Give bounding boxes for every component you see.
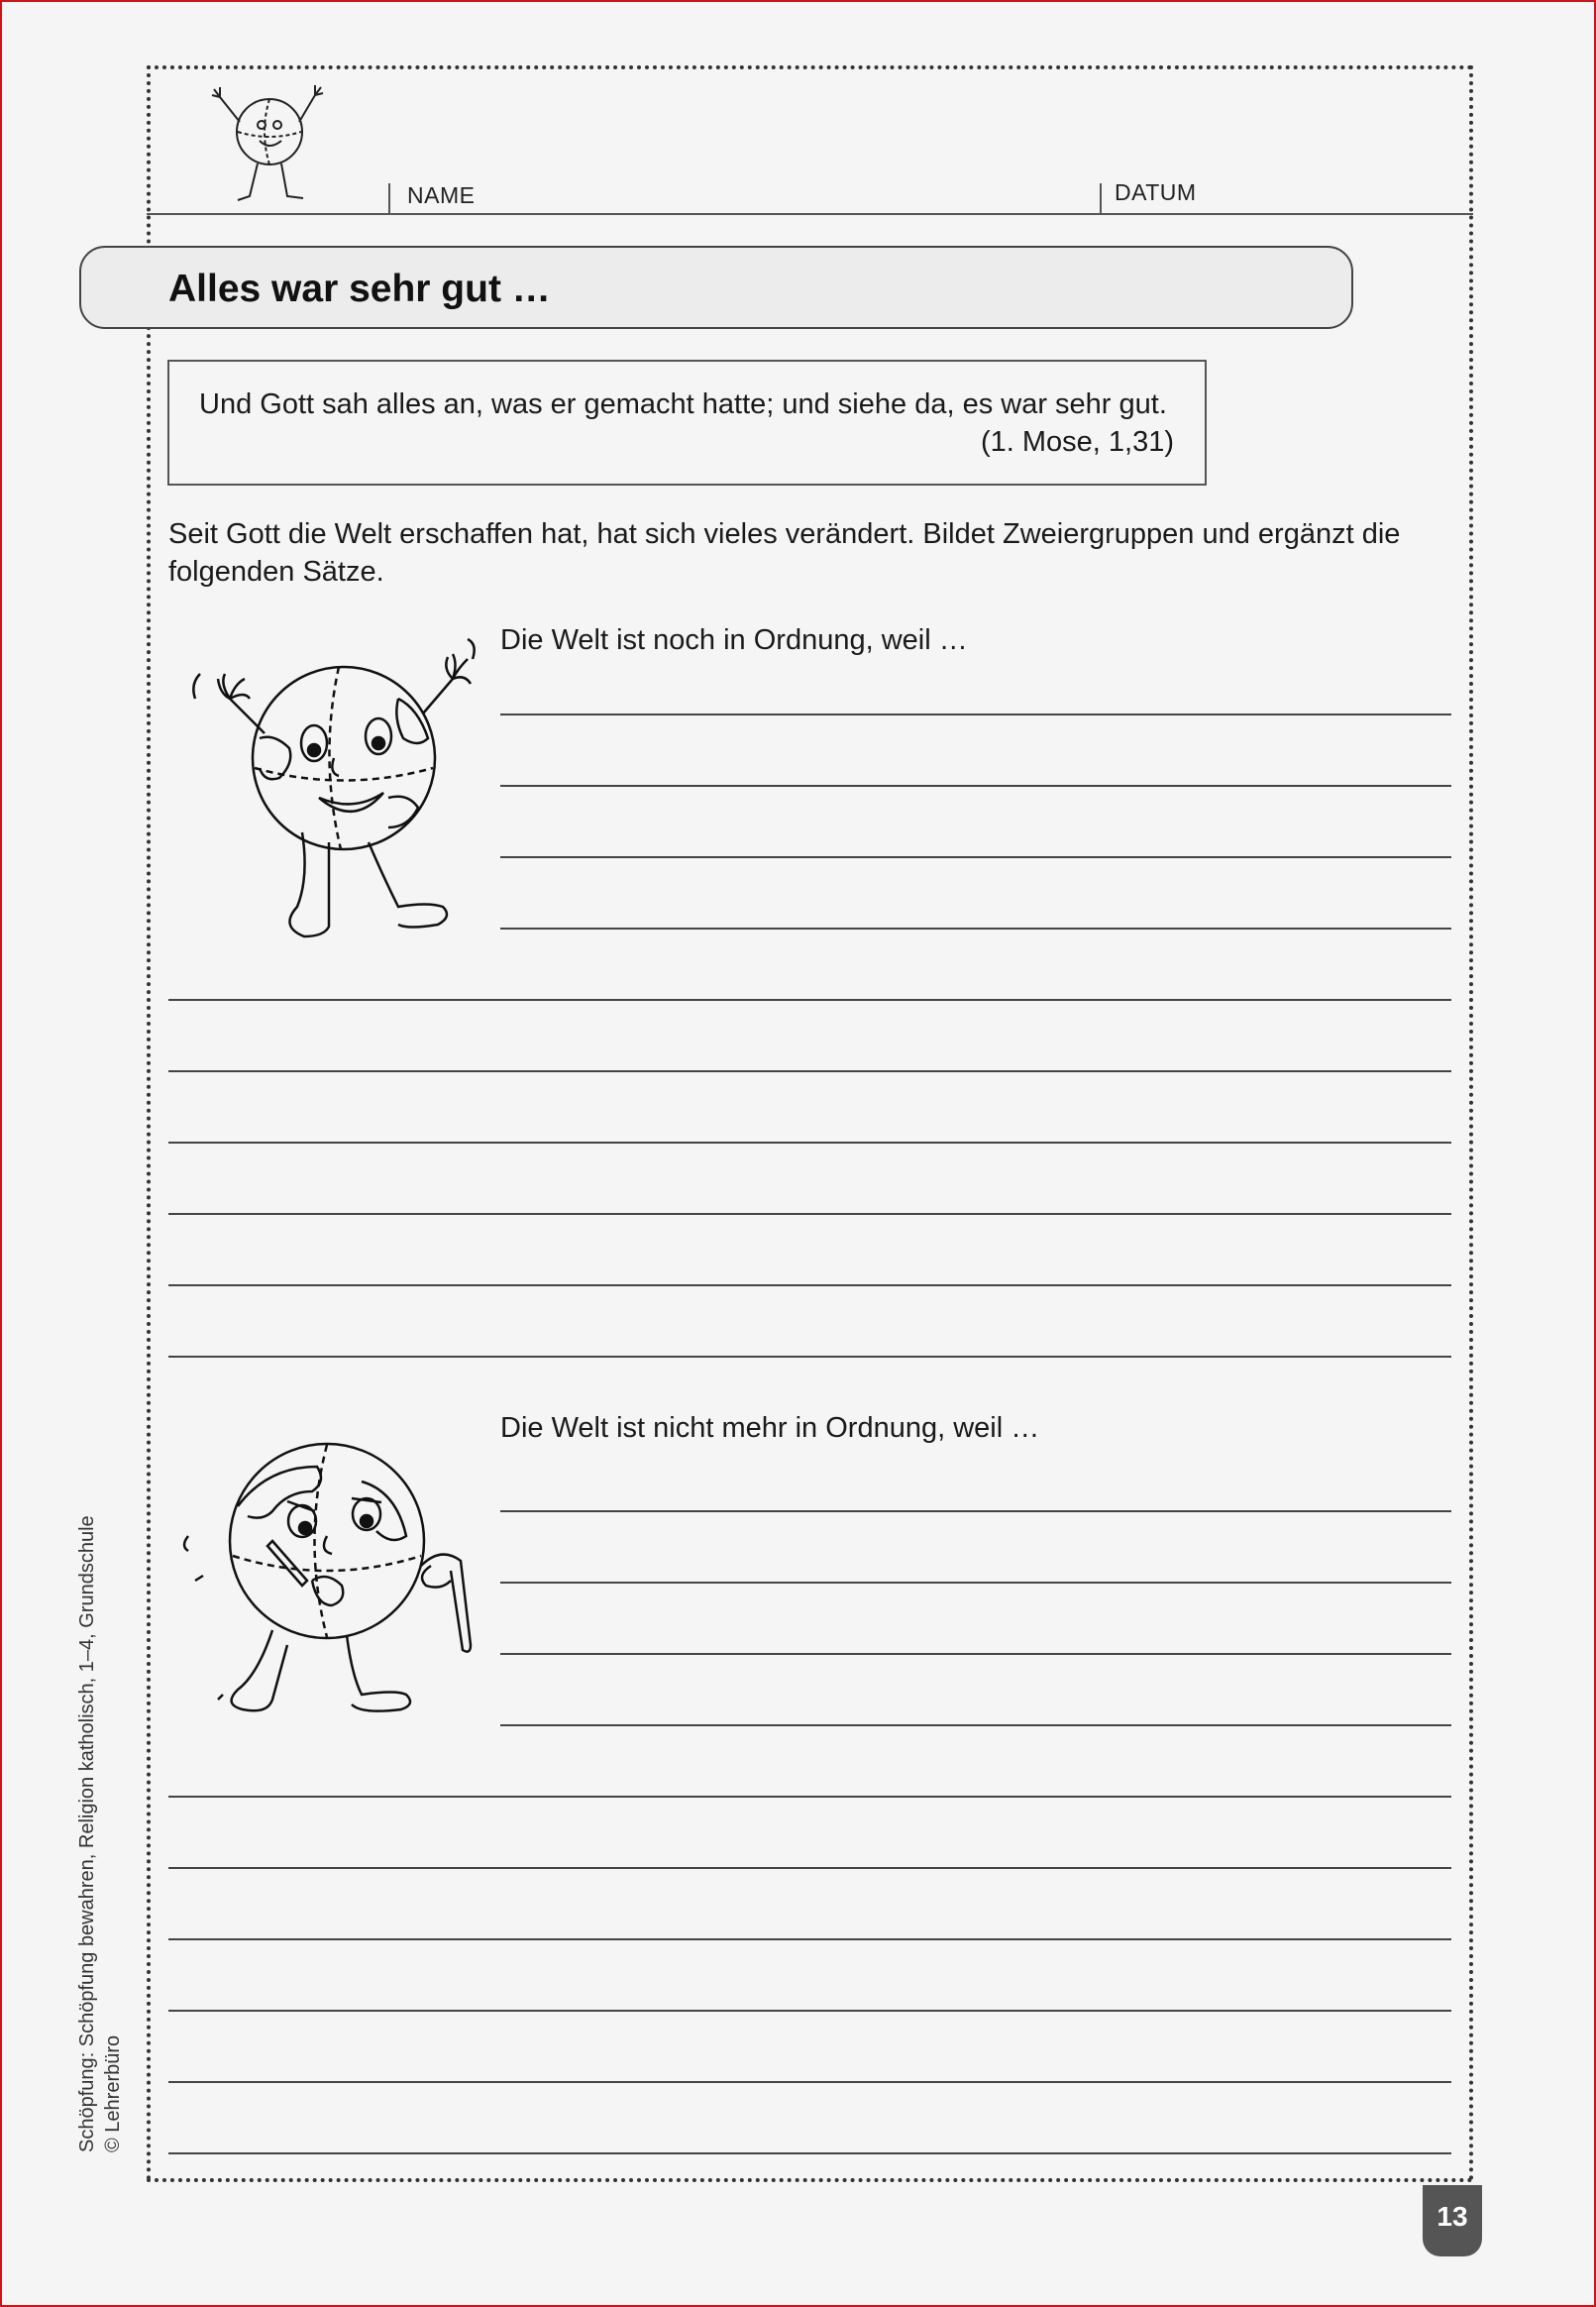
instruction-text: Seit Gott die Welt erschaffen hat, hat sich vieles verändert. Bildet Zweiergruppen und ergänzt die folgenden Sätze. [168, 518, 1401, 588]
writing-line[interactable] [168, 2010, 1451, 2012]
writing-line[interactable] [500, 1510, 1451, 1512]
writing-line[interactable] [500, 785, 1451, 787]
small-globe-mascot-icon [198, 77, 337, 211]
sick-globe-icon [178, 1427, 495, 1724]
page-title: Alles war sehr gut … [168, 268, 551, 310]
date-field-tick [1100, 183, 1102, 213]
page-number: 13 [1436, 2201, 1468, 2232]
writing-line[interactable] [168, 1356, 1451, 1358]
writing-line[interactable] [168, 1938, 1451, 1940]
writing-line[interactable] [168, 1070, 1451, 1072]
date-label: DATUM [1115, 179, 1197, 205]
writing-line[interactable] [168, 1213, 1451, 1215]
side-credit-line1: Schöpfung: Schöpfung bewahren, Religion katholisch, 1–4, Grundschule [76, 1515, 98, 2152]
name-field-tick [388, 183, 390, 213]
writing-line[interactable] [168, 1142, 1451, 1144]
side-credit-line2: © Lehrerbüro [102, 2034, 124, 2152]
writing-line[interactable] [500, 1724, 1451, 1726]
writing-line[interactable] [168, 1867, 1451, 1869]
writing-line[interactable] [168, 2081, 1451, 2083]
writing-line[interactable] [500, 856, 1451, 858]
quote-reference: (1. Mose, 1,31) [980, 426, 1174, 458]
name-label: NAME [407, 182, 476, 208]
writing-line[interactable] [500, 1653, 1451, 1655]
writing-line[interactable] [168, 2152, 1451, 2154]
header-divider [147, 213, 1473, 215]
writing-line[interactable] [500, 928, 1451, 930]
writing-line[interactable] [168, 1284, 1451, 1286]
writing-line[interactable] [500, 714, 1451, 715]
writing-line[interactable] [168, 999, 1451, 1001]
prompt-happy: Die Welt ist noch in Ordnung, weil … [500, 624, 968, 656]
writing-line[interactable] [168, 1796, 1451, 1798]
side-credit [74, 1515, 126, 2152]
prompt-sick: Die Welt ist nicht mehr in Ordnung, weil … [500, 1412, 1040, 1444]
quote-text: Und Gott sah alles an, was er gemacht hatte; und siehe da, es war sehr gut. [199, 388, 1167, 420]
writing-line[interactable] [500, 1582, 1451, 1584]
happy-globe-icon [170, 619, 497, 951]
bible-quote-box [167, 360, 1207, 486]
